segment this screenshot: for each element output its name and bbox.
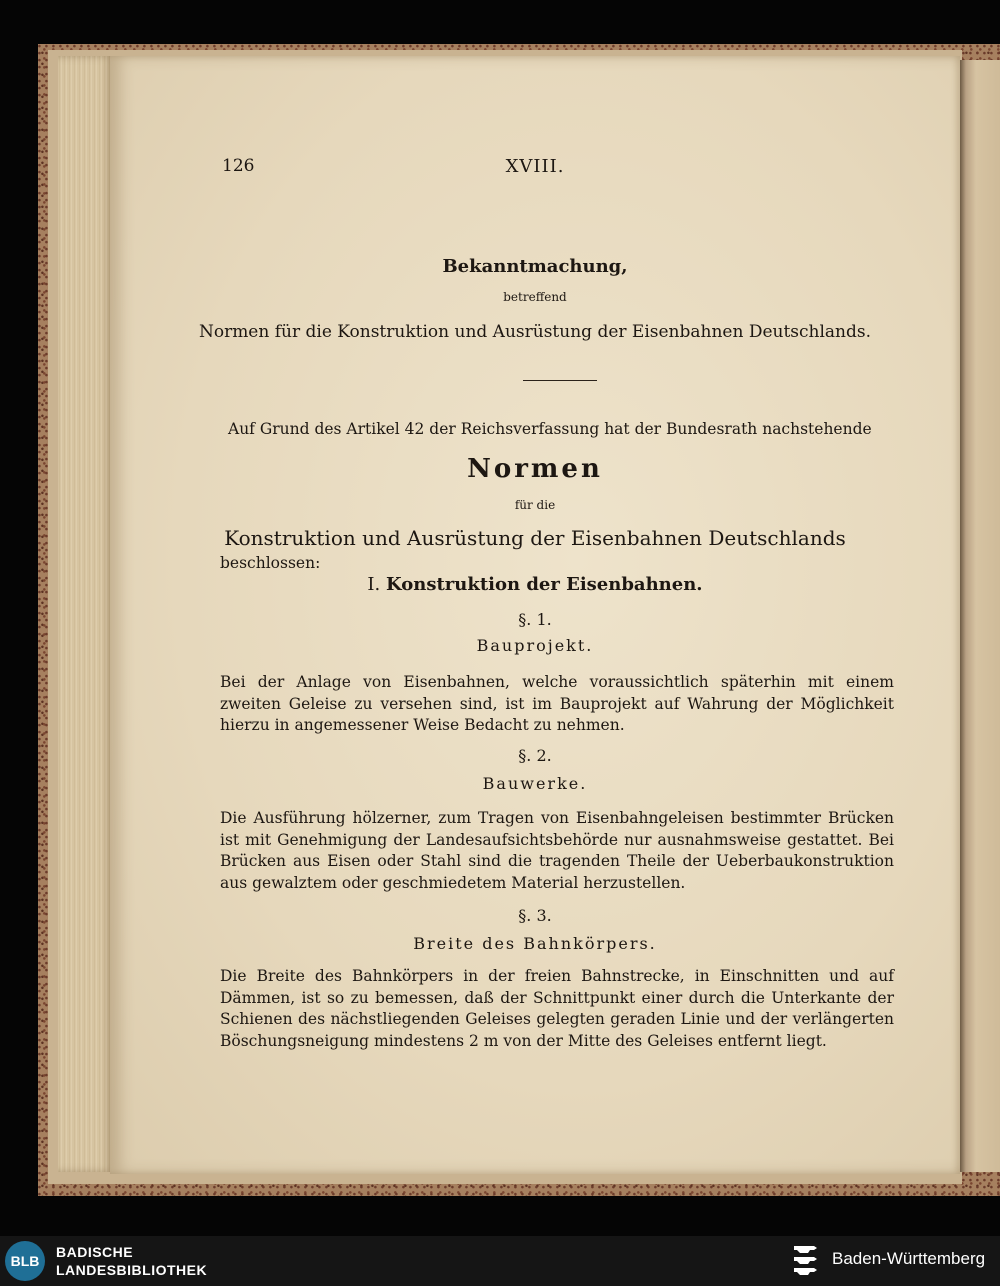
library-name-line2[interactable]: LANDESBIBLIOTHEK — [56, 1262, 208, 1278]
normen-subject: Konstruktion und Ausrüstung der Eisenbahnen Deutschlands — [224, 526, 846, 550]
part-title: Konstruktion der Eisenbahnen. — [385, 574, 703, 595]
announcement-subject: Normen für die Konstruktion und Ausrüstung der Eisenbahnen Deutschlands. — [198, 322, 872, 342]
part-heading — [110, 574, 960, 595]
section-title: Breite des Bahnkörpers. — [413, 934, 657, 953]
book-page — [110, 56, 960, 1174]
section-number: §. 1. — [518, 610, 552, 629]
running-head: XVIII. — [505, 156, 565, 177]
fuer-die-text: für die — [514, 498, 556, 512]
announcement-title: Bekanntmachung, — [442, 256, 628, 277]
section-title: Bauwerke. — [482, 774, 588, 793]
beschlossen-text: beschlossen: — [220, 554, 321, 572]
part-number: I. — [367, 574, 381, 595]
facing-page-edge — [960, 60, 1000, 1172]
section-title: Bauprojekt. — [476, 636, 594, 655]
section-text: Die Ausführung hölzerner, zum Tragen von Eisenbahngeleisen bestimmter Brücken ist mit Genehmigung der Landesaufsichtsbehörde nur ausnahmsweise gestattet. Bei Brücken aus Eisen oder Stahl sind die tragenden Theile der Ueberbaukonstruktion aus gewalztem oder geschmiedetem Material herzustellen. — [220, 809, 894, 892]
section-number: §. 2. — [518, 746, 552, 765]
normen-heading: Normen — [467, 454, 603, 484]
announcement-concerning: betreffend — [503, 290, 567, 304]
section-text: Bei der Anlage von Eisenbahnen, welche voraussichtlich späterhin mit einem zweiten Geleise zu versehen sind, ist im Bauprojekt auf Wahrung der Möglichkeit hierzu in angemessener Weise Bedacht zu nehmen. — [220, 673, 894, 734]
state-name[interactable]: Baden-Württemberg — [832, 1249, 986, 1268]
blb-logo[interactable]: BLB — [5, 1241, 45, 1281]
library-name-line1[interactable]: BADISCHE — [56, 1244, 134, 1260]
page-number: 126 — [222, 156, 255, 176]
section-text: Die Breite des Bahnkörpers in der freien Bahnstrecke, in Einschnitten und auf Dämmen, ist so zu bemessen, daß der Schnittpunkt einer durch die Unterkante der Schienen des nächstliegenden Geleises gelegten geraden Linie und der verlängerten Böschungsneigung mindestens 2 m von der Mitte des Geleises entfernt liegt. — [220, 967, 894, 1050]
three-lions-icon — [790, 1243, 824, 1279]
section-number: §. 3. — [518, 906, 552, 925]
title-divider — [523, 380, 597, 381]
page-stack-edge — [58, 56, 114, 1172]
viewer-footer — [0, 1236, 1000, 1286]
intro-text: Auf Grund des Artikel 42 der Reichsverfassung hat der Bundesrath nachstehende — [228, 420, 872, 438]
